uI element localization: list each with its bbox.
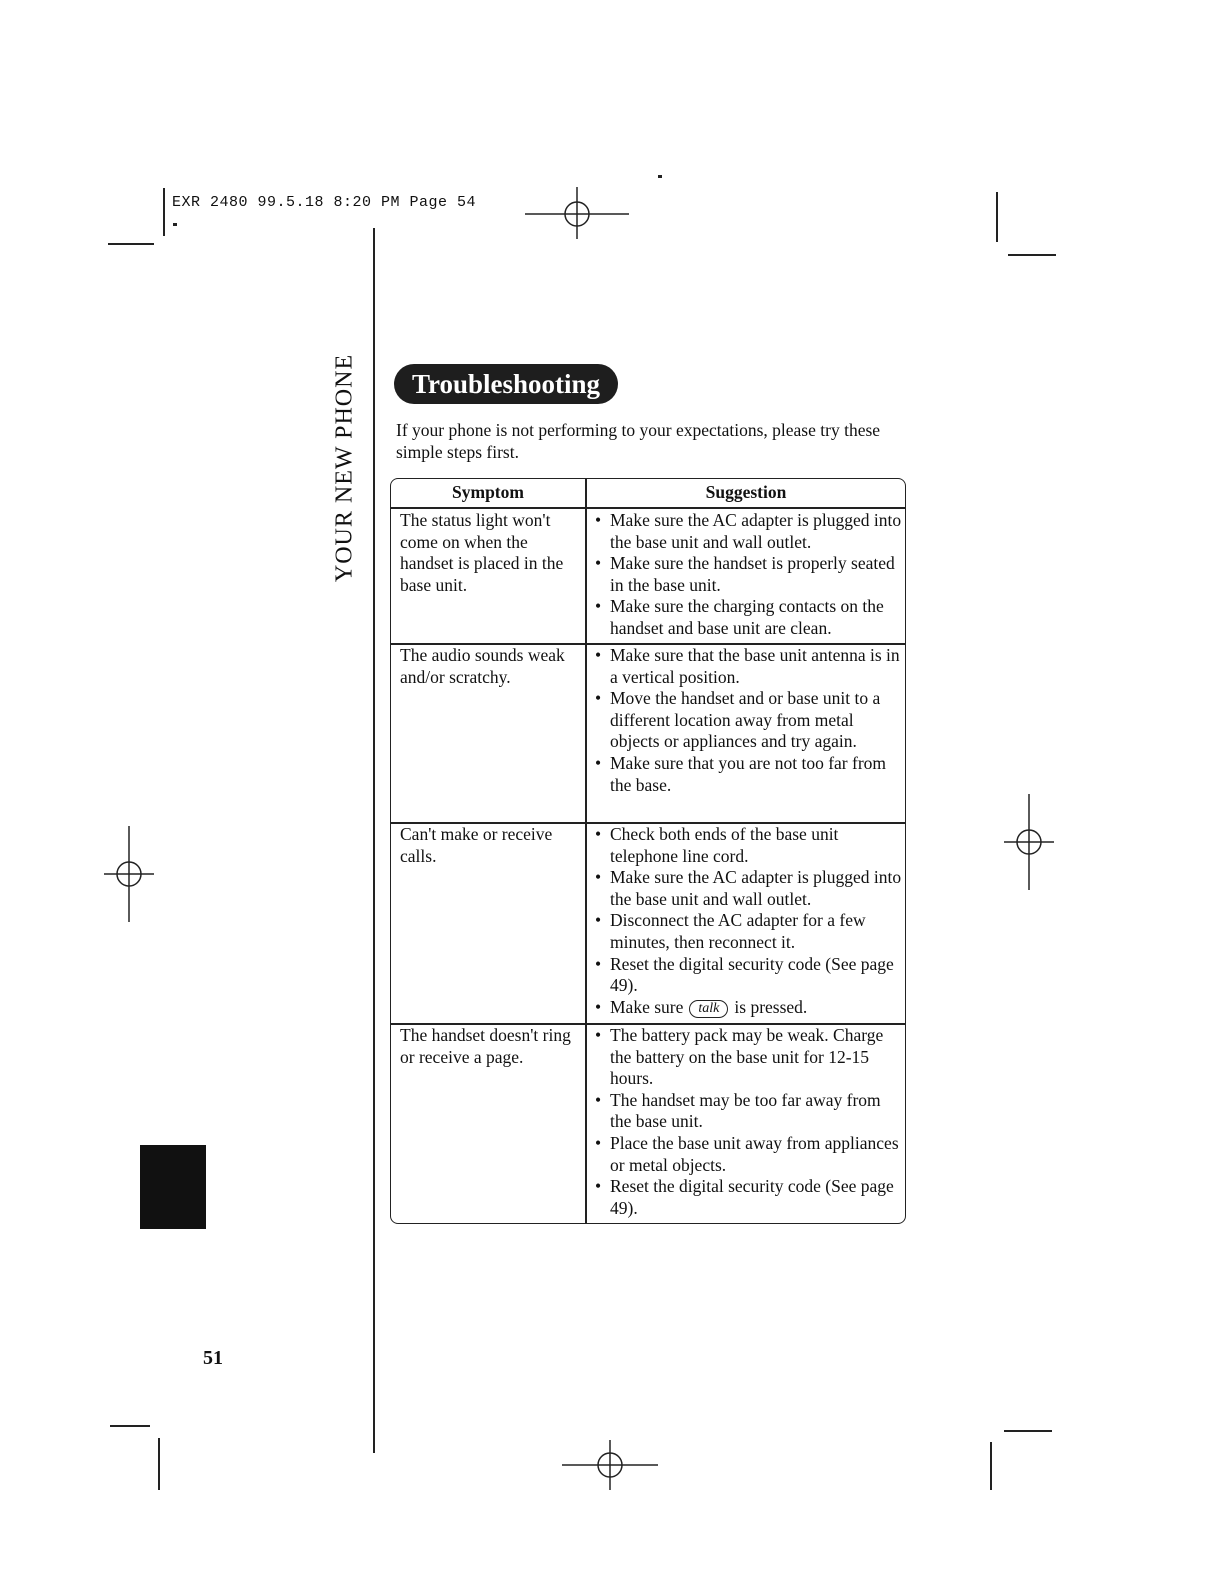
suggestion-list xyxy=(595,510,905,640)
table-row-divider xyxy=(390,507,906,509)
symptom-cell: Can't make or receive calls. xyxy=(400,824,553,866)
page-rule xyxy=(373,228,375,1453)
suggestion-item xyxy=(595,997,905,1019)
suggestion-item: • Make sure the charging contacts on the handset and base unit are clean. xyxy=(595,596,905,639)
crop-mark xyxy=(658,175,662,178)
crop-mark xyxy=(173,223,177,226)
suggestion-item: • Check both ends of the base unit telephone line cord. xyxy=(595,824,905,867)
crop-mark xyxy=(996,192,998,242)
crop-mark xyxy=(1008,254,1056,256)
suggestion-item: • Make sure the AC adapter is plugged into the base unit and wall outlet. xyxy=(595,867,905,910)
section-tab-marker xyxy=(140,1145,206,1229)
section-title: Troubleshooting xyxy=(394,364,618,404)
crop-mark xyxy=(163,188,165,236)
page-number: 51 xyxy=(203,1347,223,1369)
crop-mark xyxy=(990,1442,992,1490)
crop-mark xyxy=(158,1438,160,1490)
table-column-divider xyxy=(585,478,587,1224)
suggestion-item: • Make sure the handset is properly seated in the base unit. xyxy=(595,553,905,596)
suggestion-item: • Move the handset and or base unit to a different location away from metal objects or appliances and try again. xyxy=(595,688,905,753)
suggestion-text: Make sure xyxy=(610,996,684,1017)
header-symptom: Symptom xyxy=(452,482,524,502)
registration-mark-icon xyxy=(1004,794,1054,890)
suggestion-item: • Disconnect the AC adapter for a few minutes, then reconnect it. xyxy=(595,910,905,953)
suggestion-item: • The handset may be too far away from the base unit. xyxy=(595,1090,905,1133)
symptom-cell: The handset doesn't ring or receive a page. xyxy=(400,1025,571,1067)
registration-mark-icon xyxy=(525,187,629,239)
suggestion-item: • Make sure that the base unit antenna is in a vertical position. xyxy=(595,645,905,688)
suggestion-item: • The battery pack may be weak. Charge the battery on the base unit for 12-15 hours. xyxy=(595,1025,905,1090)
crop-mark xyxy=(110,1425,150,1427)
intro-text: If your phone is not performing to your expectations, please try these simple steps first. xyxy=(396,420,881,462)
side-title-text: YOUR NEW PHONE xyxy=(331,353,358,583)
crop-mark xyxy=(108,243,154,245)
crop-mark xyxy=(1004,1430,1052,1432)
suggestion-item: • Reset the digital security code (See page 49). xyxy=(595,954,905,997)
registration-mark-icon xyxy=(562,1440,658,1490)
suggestion-item: • Reset the digital security code (See page 49). xyxy=(595,1176,905,1219)
talk-key-icon: talk xyxy=(689,1000,728,1018)
header-suggestion: Suggestion xyxy=(705,482,787,502)
suggestion-text: is pressed. xyxy=(734,996,808,1017)
suggestion-list xyxy=(595,824,905,1018)
symptom-cell: The audio sounds weak and/or scratchy. xyxy=(400,645,565,687)
registration-mark-icon xyxy=(104,826,154,922)
print-header: EXR 2480 99.5.18 8:20 PM Page 54 xyxy=(172,194,477,211)
suggestion-item: • Make sure the AC adapter is plugged into the base unit and wall outlet. xyxy=(595,510,905,553)
suggestion-item: • Place the base unit away from appliances or metal objects. xyxy=(595,1133,905,1176)
suggestion-list xyxy=(595,645,905,796)
symptom-cell: The status light won't come on when the handset is placed in the base unit. xyxy=(400,510,564,595)
suggestion-item: • Make sure that you are not too far from the base. xyxy=(595,753,905,796)
suggestion-list xyxy=(595,1025,905,1219)
